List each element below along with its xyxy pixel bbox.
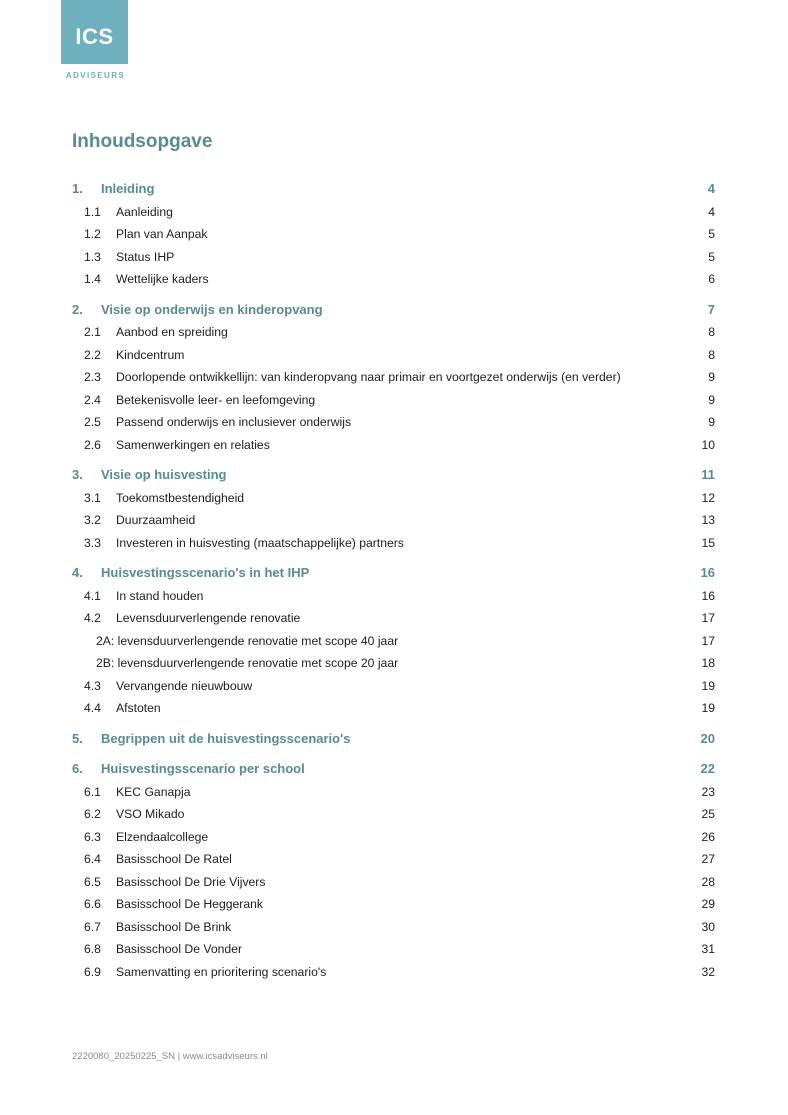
toc-entry[interactable] — [72, 652, 715, 675]
toc-num: 2.2 — [84, 347, 101, 362]
toc-num: 1.2 — [84, 227, 101, 241]
toc-label: Aanleiding — [116, 204, 173, 219]
toc-label: Visie op onderwijs en kinderopvang — [101, 301, 323, 317]
toc-num: 4.3 — [84, 678, 101, 693]
toc-label: Passend onderwijs en inclusiever onderwijs — [116, 415, 352, 429]
toc-num: 2.6 — [84, 437, 101, 452]
toc-label: Basisschool De Brink — [116, 919, 232, 934]
toc-label: Betekenisvolle leer- en leefomgeving — [116, 392, 316, 407]
toc-page: 18 — [701, 656, 715, 670]
toc-label: 2B: levensduurverlengende renovatie met scope 20 jaar — [96, 656, 399, 670]
toc-page: 26 — [701, 829, 715, 844]
toc-num: 3.1 — [84, 490, 101, 505]
toc-page: 17 — [701, 611, 715, 625]
toc-num: 6. — [72, 761, 83, 776]
toc-page: 9 — [708, 392, 715, 407]
toc-page: 23 — [701, 784, 715, 799]
toc-num: 4.1 — [84, 588, 101, 603]
toc-num: 2.3 — [84, 370, 101, 384]
toc-label: Plan van Aanpak — [116, 227, 208, 241]
toc-num: 6.7 — [84, 919, 101, 934]
toc-label: Aanbod en spreiding — [116, 325, 228, 339]
toc-page: 13 — [701, 513, 715, 527]
toc-num: 2.5 — [84, 415, 101, 429]
toc-page: 8 — [708, 325, 715, 339]
toc-entry[interactable] — [72, 630, 715, 653]
toc-label: Kindcentrum — [116, 347, 185, 362]
toc-page: 8 — [708, 347, 715, 362]
toc-entry[interactable] — [72, 366, 715, 389]
toc-entry[interactable] — [72, 321, 715, 344]
toc-num: 6.5 — [84, 874, 101, 889]
toc-label: Toekomstbestendigheid — [116, 490, 245, 505]
toc-entry[interactable] — [72, 916, 715, 939]
toc-chapter[interactable] — [72, 758, 715, 781]
toc-label: Basisschool De Vonder — [116, 942, 243, 956]
toc-entry[interactable] — [72, 246, 715, 269]
toc-label: Samenvatting en prioritering scenario's — [116, 964, 327, 979]
toc-num: 2.4 — [84, 392, 101, 407]
logo-subtext: ADVISEURS — [65, 71, 126, 80]
toc-entry[interactable] — [72, 961, 715, 984]
toc-label: Afstoten — [116, 701, 161, 715]
toc-label: KEC Ganapja — [116, 784, 191, 799]
toc-entry[interactable] — [72, 585, 715, 608]
toc-label: 2A: levensduurverlengende renovatie met scope 40 jaar — [96, 633, 399, 648]
toc-num: 4. — [72, 565, 83, 580]
toc-label: Duurzaamheid — [116, 513, 196, 527]
toc-label: Basisschool De Heggerank — [116, 897, 264, 911]
toc-num: 6.6 — [84, 897, 101, 911]
toc-page: 10 — [701, 437, 715, 452]
toc-num: 1.3 — [84, 249, 101, 264]
toc-num: 5. — [72, 730, 83, 746]
toc-label: VSO Mikado — [116, 807, 185, 821]
toc-page: 19 — [701, 678, 715, 693]
toc-entry[interactable] — [72, 848, 715, 871]
toc-page: 7 — [707, 301, 715, 317]
toc-num: 4.4 — [84, 701, 101, 715]
toc-num: 6.8 — [84, 942, 101, 956]
toc-label: Visie op huisvesting — [101, 467, 227, 482]
toc-page: 5 — [708, 227, 715, 241]
toc-entry[interactable] — [72, 607, 715, 630]
toc-entry[interactable] — [72, 826, 715, 849]
toc-page: 9 — [708, 415, 715, 429]
toc-page: 20 — [700, 730, 715, 746]
toc-entry[interactable] — [72, 201, 715, 224]
toc-label: Huisvestingsscenario per school — [101, 761, 305, 776]
toc-num: 3.3 — [84, 535, 101, 550]
toc-num: 1. — [72, 181, 83, 196]
toc-page: 25 — [701, 807, 715, 821]
toc-page: 28 — [701, 874, 715, 889]
toc-num: 6.4 — [84, 852, 101, 866]
toc-num: 1.4 — [84, 272, 101, 286]
toc-entry[interactable] — [72, 268, 715, 291]
toc-page: 32 — [701, 964, 715, 979]
toc-num: 6.3 — [84, 829, 101, 844]
table-of-contents — [72, 178, 715, 983]
toc-num: 6.1 — [84, 784, 101, 799]
toc-label: Begrippen uit de huisvestingsscenario's — [101, 730, 351, 746]
toc-page: 19 — [701, 701, 715, 715]
toc-chapter[interactable] — [72, 178, 715, 201]
toc-page: 27 — [701, 852, 715, 866]
toc-page: 16 — [701, 588, 715, 603]
toc-page: 30 — [701, 919, 715, 934]
toc-page: 5 — [708, 249, 715, 264]
toc-page: 29 — [701, 897, 715, 911]
toc-num: 2.1 — [84, 325, 101, 339]
toc-label: Investeren in huisvesting (maatschappelijke) partners — [116, 535, 404, 550]
toc-num: 6.2 — [84, 807, 101, 821]
toc-label: Huisvestingsscenario's in het IHP — [101, 565, 310, 580]
toc-entry[interactable] — [72, 871, 715, 894]
toc-entry[interactable] — [72, 532, 715, 555]
toc-num: 3.2 — [84, 513, 101, 527]
toc-chapter[interactable] — [72, 728, 715, 751]
toc-label: In stand houden — [116, 588, 204, 603]
page-title: Inhoudsopgave — [72, 131, 213, 152]
toc-page: 17 — [701, 633, 715, 648]
toc-entry[interactable] — [72, 411, 715, 434]
toc-page: 9 — [708, 370, 715, 384]
toc-page: 31 — [701, 942, 715, 956]
toc-label: Wettelijke kaders — [116, 272, 209, 286]
toc-entry[interactable] — [72, 487, 715, 510]
toc-page: 22 — [700, 761, 715, 776]
toc-entry[interactable] — [72, 803, 715, 826]
toc-entry[interactable] — [72, 389, 715, 412]
toc-label: Vervangende nieuwbouw — [116, 678, 253, 693]
toc-page: 12 — [701, 490, 715, 505]
toc-chapter[interactable] — [72, 464, 715, 487]
toc-entry[interactable] — [72, 938, 715, 961]
toc-entry[interactable] — [72, 893, 715, 916]
toc-num: 1.1 — [84, 204, 101, 219]
toc-label: Elzendaalcollege — [116, 829, 209, 844]
toc-page: 11 — [701, 467, 715, 482]
toc-page: 15 — [701, 535, 715, 550]
toc-label: Basisschool De Drie Vijvers — [116, 874, 266, 889]
toc-entry[interactable] — [72, 781, 715, 804]
toc-label: Samenwerkingen en relaties — [116, 437, 270, 452]
toc-page: 4 — [708, 204, 715, 219]
logo: ICS — [61, 0, 128, 64]
toc-entry[interactable] — [72, 675, 715, 698]
toc-page: 4 — [707, 181, 715, 196]
toc-num: 3. — [72, 467, 83, 482]
toc-entry[interactable] — [72, 223, 715, 246]
toc-chapter[interactable] — [72, 299, 715, 322]
toc-entry[interactable] — [72, 434, 715, 457]
toc-label: Inleiding — [101, 181, 155, 196]
toc-num: 2. — [72, 301, 83, 317]
toc-num: 6.9 — [84, 964, 101, 979]
footer: 2220080_20250225_SN | www.icsadviseurs.nl — [72, 1051, 268, 1062]
toc-label: Levensduurverlengende renovatie — [116, 611, 301, 625]
toc-chapter[interactable] — [72, 562, 715, 585]
toc-label: Basisschool De Ratel — [116, 852, 232, 866]
toc-page: 6 — [708, 272, 715, 286]
toc-label: Status IHP — [116, 249, 175, 264]
toc-entry[interactable] — [72, 344, 715, 367]
toc-label: Doorlopende ontwikkellijn: van kinderopvang naar primair en voortgezet onderwijs (en verder) — [116, 370, 621, 384]
toc-entry[interactable] — [72, 509, 715, 532]
toc-num: 4.2 — [84, 611, 101, 625]
toc-entry[interactable] — [72, 697, 715, 720]
toc-page: 16 — [700, 565, 715, 580]
